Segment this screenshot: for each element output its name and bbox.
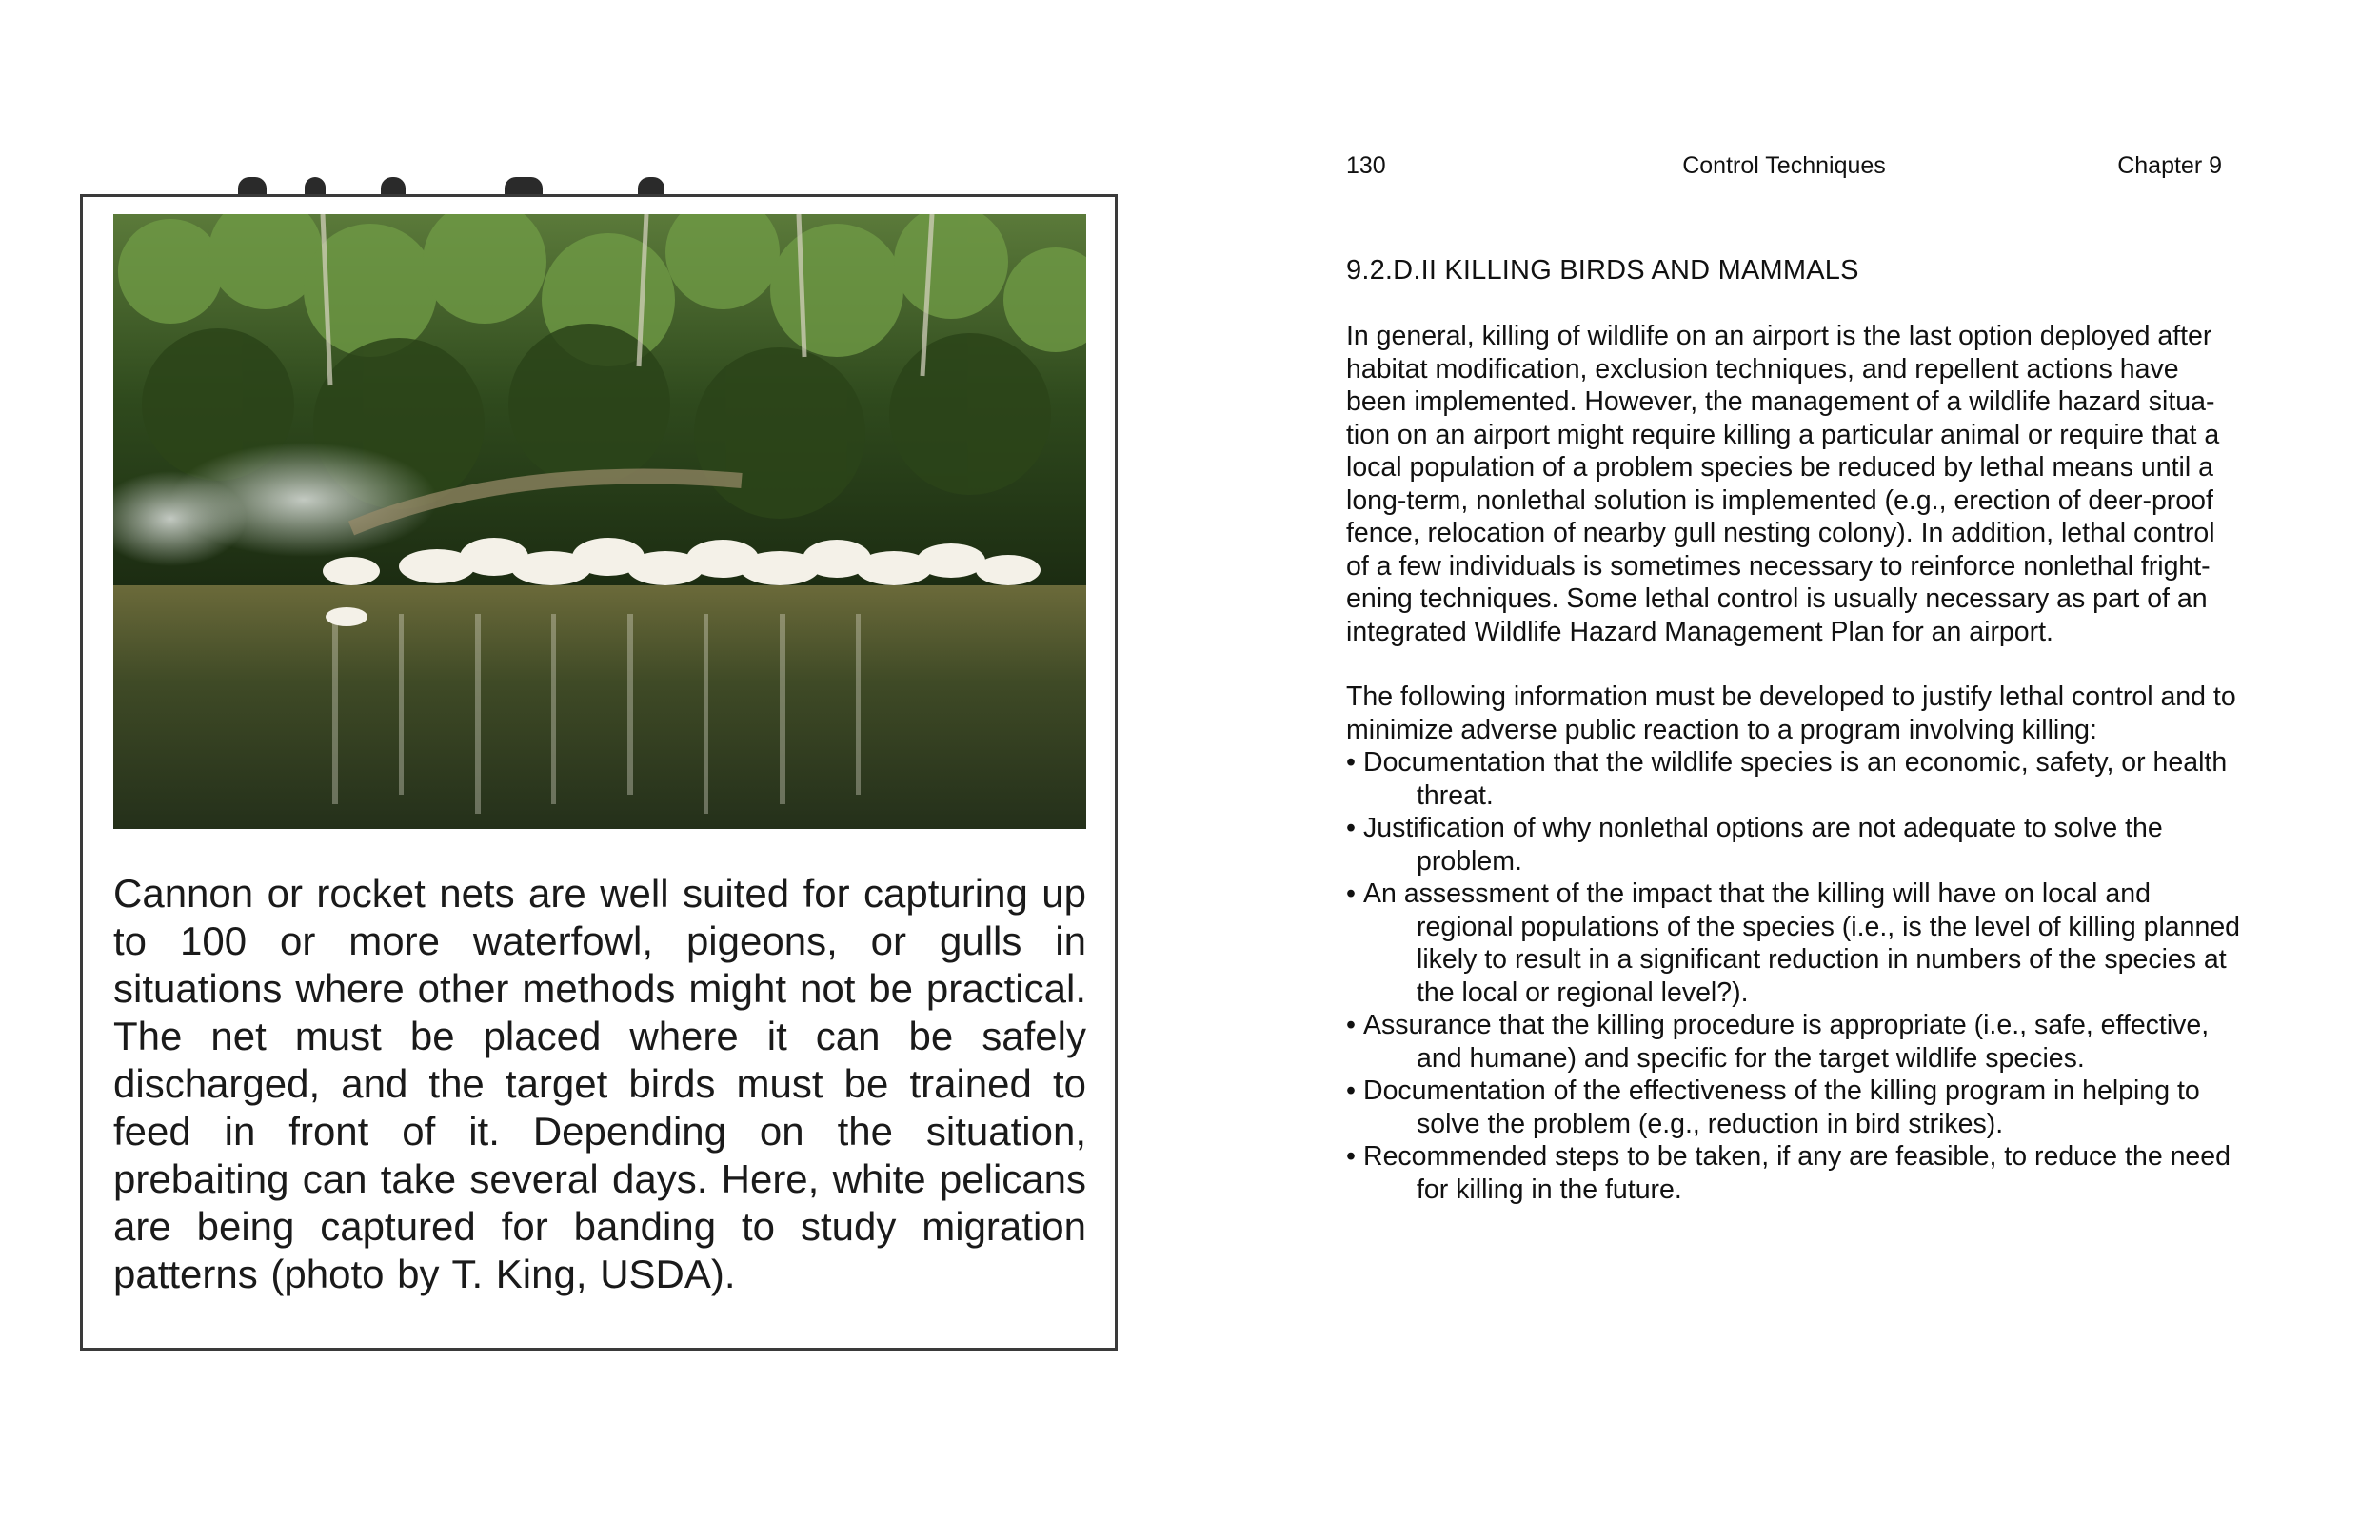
pelican-photo (113, 214, 1086, 829)
bullet-icon: • (1346, 747, 1356, 778)
list-item: • An assessment of the impact that the killing will have on local and regional populations of the species (i.e., is the level of killing planned likely to result in a significant reduction in numbers of the species at the local or regional level?). (1346, 879, 2241, 1008)
page-number: 130 (1346, 152, 1386, 179)
list-item: • Assurance that the killing procedure is appropriate (i.e., safe, effective, and humane) and specific for the target wildlife species. (1346, 1010, 2210, 1074)
bullet-icon: • (1346, 813, 1356, 843)
body-paragraph-2: The following information must be developed to justify lethal control and to minimize adverse public reaction to a program involving killing: (1346, 681, 2236, 745)
bullet-icon: • (1346, 1076, 1356, 1106)
section-heading: 9.2.D.II KILLING BIRDS AND MAMMALS (1346, 255, 1859, 286)
cropped-text-fragment (200, 171, 733, 196)
bullet-icon: • (1346, 1141, 1356, 1172)
chapter-label: Chapter 9 (2117, 152, 2222, 179)
requirements-list (1346, 746, 2251, 1206)
list-item: • Justification of why nonlethal options are not adequate to solve the problem. (1346, 813, 2163, 877)
list-item: • Documentation that the wildlife species is an economic, safety, or health threat. (1346, 747, 2228, 811)
list-item: • Recommended steps to be taken, if any are feasible, to reduce the need for killing in the future. (1346, 1141, 2231, 1205)
figure-caption: Cannon or rocket nets are well suited for capturing up to 100 or more waterfowl, pigeons, or gulls in situations where other methods might not be practical. The net must be placed where it can be safely discharged, and the target birds must be trained to feed in front of it. Depending on the situation, prebaiting can take several days. Here, white pelicans are being captured for banding to study migration patterns (photo by T. King, USDA). (113, 871, 1086, 1296)
list-item: • Documentation of the effectiveness of the killing program in helping to solve the problem (e.g., reduction in bird strikes). (1346, 1076, 2200, 1139)
body-paragraph-1: In general, killing of wildlife on an airport is the last option deployed after habitat modification, exclusion techniques, and repellent actions have been implemented. However, the management of a wildlife hazard situa-tion on an airport might require killing a particular animal or require that a local population of a problem species be reduced by lethal means until a long-term, nonlethal solution is implemented (e.g., erection of deer-proof fence, relocation of nearby gull nesting colony). In addition, lethal control of a few individuals is sometimes necessary to reinforce nonlethal fright-ening techniques. Some lethal control is usually necessary as part of an integrated Wildlife Hazard Management Plan for an airport. (1346, 321, 2220, 647)
running-title: Control Techniques (1682, 152, 1886, 179)
photo-illustration (113, 214, 1086, 829)
bullet-icon: • (1346, 1010, 1356, 1040)
bullet-icon: • (1346, 879, 1356, 909)
figure-box (80, 194, 1118, 1351)
page-header (1346, 152, 2222, 187)
